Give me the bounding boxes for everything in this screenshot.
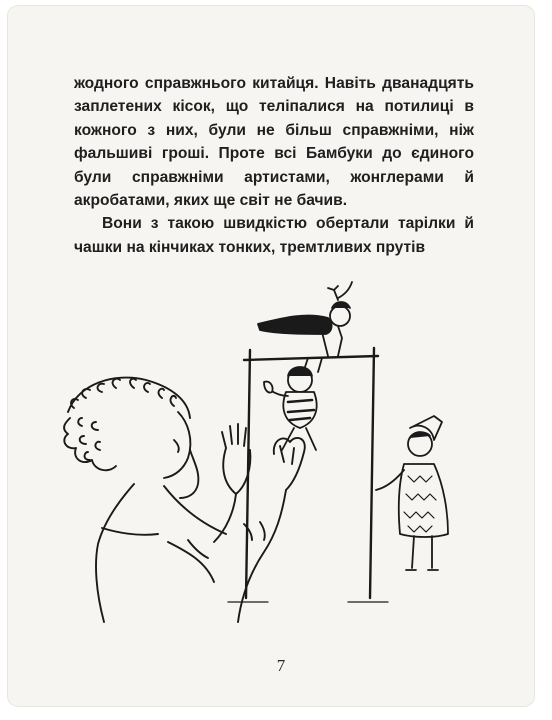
body-text bbox=[74, 72, 474, 259]
acrobat-on-top bbox=[258, 282, 352, 356]
paragraph-1: жодного справжнього китайця. Навіть дванадцять заплетених кісок, що теліпалися на потилиці в кожного з них, були не більш справжніми, ніж фальшиві гроші. Проте всі Бамбуки до єдиного були справжніми артистами, жонглерами й акробатами, яких ще світ не бачив. bbox=[74, 75, 474, 210]
book-page bbox=[8, 6, 534, 706]
page-number: 7 bbox=[276, 656, 286, 675]
raised-hands bbox=[214, 424, 305, 622]
curly-haired-spectator bbox=[64, 378, 226, 622]
hanging-acrobat bbox=[264, 358, 322, 450]
child-spectator bbox=[376, 416, 448, 570]
paragraph-2: Вони з такою швидкістю обертали тарілки й чашки на кінчиках тонких, тремтливих прутів bbox=[74, 215, 474, 256]
acrobats-illustration bbox=[38, 272, 458, 632]
